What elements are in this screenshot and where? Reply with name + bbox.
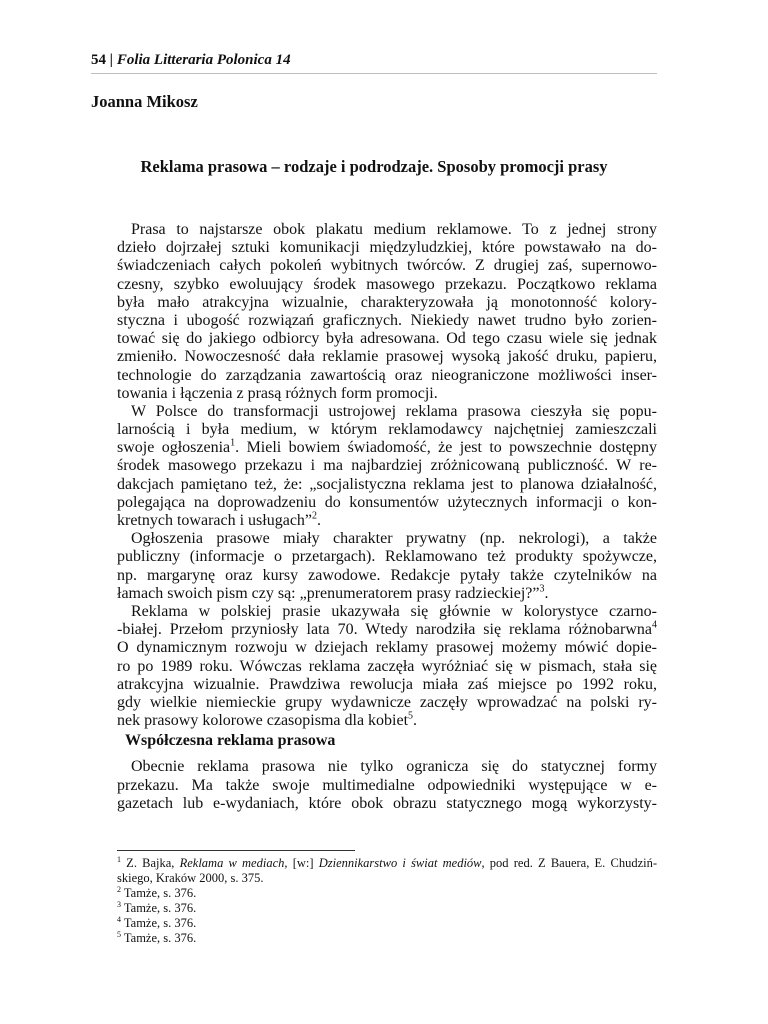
body-line-text: technologie do zarządzania zawartością oraz nieograniczone możliwości inser- [117, 366, 657, 384]
footnote-text: Z. Bajka, [121, 856, 180, 870]
body-line [117, 548, 657, 566]
body-line-text: O dynamicznym rozwoju w dziejach reklamy prasowej możemy mówić dopie- [117, 639, 657, 657]
footnote-text: , [w:] [284, 856, 319, 870]
page-number: 54 [91, 52, 106, 68]
body-line-text: tować się do jakiego odbiorcy była adresowana. Od tego czasu wiele się jednak [117, 330, 657, 348]
body-line-text: polegająca na doprowadzeniu do konsumentów użytecznych informacji o kon- [117, 493, 657, 511]
footnote-text: Reklama w mediach [179, 856, 285, 870]
body-line-text: była mało atrakcyjna wizualnie, charakteryzowała ją monotonność kolory- [117, 293, 657, 311]
author-name: Joanna Mikosz [91, 92, 198, 111]
running-head [91, 52, 657, 69]
body-line-text: larnością i była medium, w którym reklamodawcy najchętniej zamieszczali [117, 421, 657, 439]
body-line-text: przekazu. Ma także swoje multimedialne odpowiedniki występujące w e- [117, 776, 657, 794]
body-line-text: -białej. Przełom przyniosły lata 70. Wtedy narodziła się reklama różnobarwna [117, 621, 652, 639]
footnote-text: Tamże, s. 376. [121, 901, 197, 915]
footnote [117, 886, 657, 901]
body-line-text: Współczesna reklama prasowa [125, 732, 336, 750]
footnote-text: Tamże, s. 376. [121, 886, 197, 900]
section-heading [117, 732, 657, 750]
body-line [117, 476, 657, 494]
body-line-text: czesny, szybko ewoluujący środek masowego przekazu. Początkowo reklama [117, 275, 657, 293]
footnote-text: skiego, Kraków 2000, s. 375. [117, 871, 264, 885]
body-line [117, 567, 657, 585]
body-line [117, 639, 657, 657]
body-line-text: łamach swoich pism czy są: „prenumeratorem prasy radzieckiej?” [117, 584, 540, 602]
body-line-text: W Polsce do transformacji ustrojowej reklama prasowa cieszyła się popu- [131, 402, 657, 420]
body-line-text: świadczeniach całych pokoleń wybitnych twórców. Z drugiej zaś, supernowo- [117, 257, 657, 275]
footnote-ref: 1 [230, 437, 236, 449]
footnote [117, 916, 657, 931]
body-line-text: atrakcyjna wizualnie. Prawdziwa rewolucja miała zaś miejsce po 1992 roku, [117, 675, 657, 693]
body-line [117, 795, 657, 813]
body-line [117, 439, 657, 457]
body-line-text: gdy wielkie niemieckie grupy wydawnicze zaczęły wprowadzać na polski ry- [117, 693, 657, 711]
body-line-text: np. margarynę oraz kursy zawodowe. Redakcje pytały także czytelników na [117, 566, 657, 584]
body-line-text: . [317, 512, 322, 529]
body-line [117, 348, 657, 366]
body-line-text: kretnych towarach i usługach” [117, 512, 313, 529]
body-line-text: styczna i ubogość rozwiązań graficznych. Niekiedy nawet trudno było zorien- [117, 311, 657, 329]
footnote-ref: 5 [408, 710, 414, 722]
footnote-number: 1 [117, 854, 121, 864]
body-line [117, 777, 657, 795]
header-separator: | [106, 52, 117, 68]
footnote [117, 856, 657, 871]
footnote [117, 871, 657, 886]
body-line [117, 276, 657, 294]
body-line [117, 221, 657, 239]
body-line-text: . [544, 584, 549, 602]
body-line-text: swoje ogłoszenia [117, 439, 231, 457]
body-line [117, 494, 657, 512]
footnote-rule [117, 850, 355, 851]
footnote-text: , pod red. Z Bauera, E. Chudziń- [481, 856, 657, 870]
body-line-text: Ogłoszenia prasowe miały charakter prywatny (np. nekrologi), a także [131, 530, 657, 548]
body-line [117, 239, 657, 257]
body-line [117, 621, 657, 639]
body-line [117, 712, 657, 730]
footnotes [117, 856, 657, 946]
footnote-number: 4 [117, 914, 121, 924]
body-line [117, 294, 657, 312]
body-line [117, 367, 657, 385]
body-line [117, 512, 657, 530]
body-line-text: gazetach lub e-wydaniach, które obok obrazu statycznego mogą wykorzysty- [117, 794, 657, 812]
body-line [117, 457, 657, 475]
article-title: Reklama prasowa – rodzaje i podrodzaje. Sposoby promocji prasy [140, 157, 608, 176]
footnote-ref: 2 [312, 510, 318, 522]
body-line [117, 257, 657, 275]
body-line-text: dzieło dojrzałej sztuki komunikacji międzyludzkiej, które powstawało na do- [117, 239, 657, 257]
body-line-text: nek prasowy kolorowe czasopisma dla kobiet [117, 712, 409, 730]
body-line-text: Prasa to najstarsze obok plakatu medium reklamowe. To z jednej strony [131, 221, 657, 238]
body-line [117, 585, 657, 603]
body-line-text: towania i łączenia z prasą różnych form promocji. [117, 384, 438, 402]
body-line [117, 758, 657, 776]
body-line-text: ro po 1989 roku. Wówczas reklama zaczęła wyróżniać się w pismach, stała się [117, 657, 657, 675]
footnote-text: Tamże, s. 376. [121, 916, 197, 930]
body-line [117, 694, 657, 712]
body-line-text: zmieniło. Nowoczesność dała reklamie prasowej wysoką jakość druku, papieru, [117, 348, 657, 366]
body-line [117, 421, 657, 439]
body-line-text: publiczny (informacje o przetargach). Reklamowano też produkty spożywcze, [117, 548, 657, 566]
header-rule [91, 73, 657, 74]
footnote [117, 901, 657, 916]
body-line [117, 603, 657, 621]
body-line [117, 403, 657, 421]
body-line-text: środek masowego przekazu i ma najbardziej zróżnicowaną publiczność. W re- [117, 457, 657, 475]
body-line-text: . Mieli bowiem świadomość, że jest to powszechnie dostępny [235, 439, 657, 457]
body-line [117, 330, 657, 348]
footnote-number: 2 [117, 884, 121, 894]
footnote-ref: 4 [652, 619, 657, 631]
footnote [117, 931, 657, 946]
footnote-number: 5 [117, 929, 121, 939]
body-line-text: Reklama w polskiej prasie ukazywała się głównie w kolorystyce czarno- [131, 602, 657, 620]
footnote-text: Tamże, s. 376. [121, 931, 197, 945]
body-line [117, 312, 657, 330]
body-line [117, 385, 657, 403]
body-line [117, 658, 657, 676]
footnote-number: 3 [117, 899, 121, 909]
journal-title: Folia Litteraria Polonica 14 [116, 52, 291, 68]
article-body [117, 221, 657, 813]
footnote-text: Dziennikarstwo i świat mediów [318, 856, 482, 870]
footnote-ref: 3 [539, 583, 545, 595]
body-line-text: . [413, 712, 418, 730]
body-line [117, 676, 657, 694]
body-line-text: dakcjach pamiętano też, że: „socjalistyczna reklama jest to planowa działalność, [117, 475, 657, 493]
body-line [117, 530, 657, 548]
body-line-text: Obecnie reklama prasowa nie tylko ogranicza się do statycznej formy [131, 758, 657, 776]
